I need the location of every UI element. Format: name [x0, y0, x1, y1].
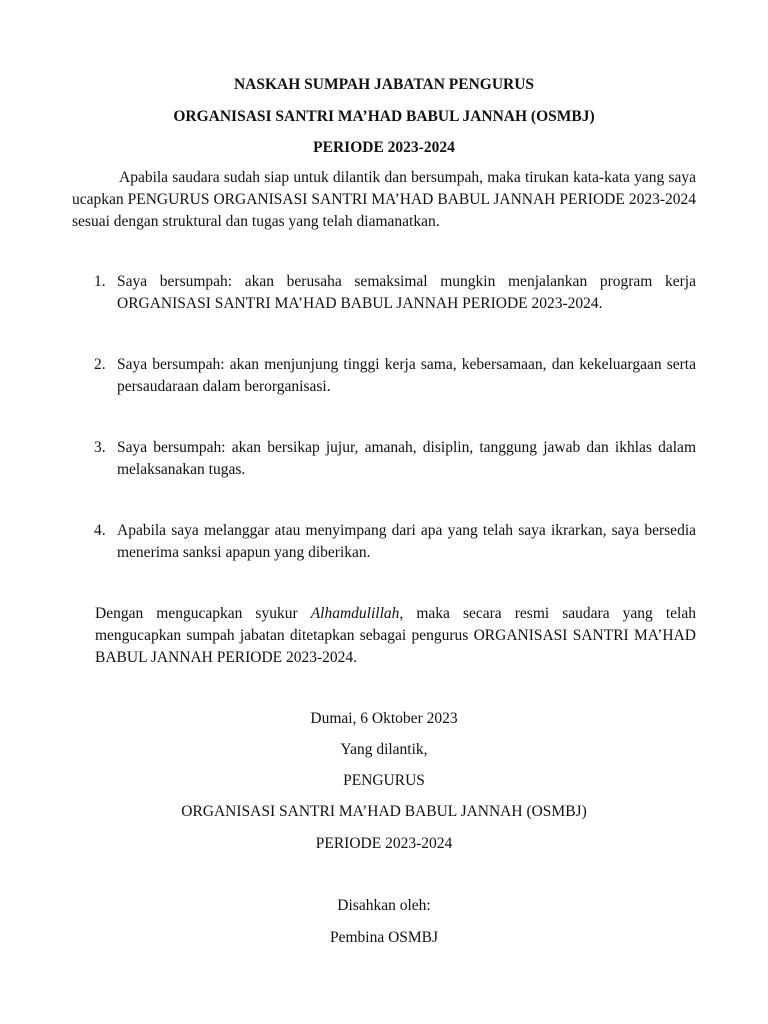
organization-title: ORGANISASI SANTRI MA’HAD BABUL JANNAH (OSMBJ) [173, 108, 595, 125]
place-date: Dumai, 6 Oktober 2023 [310, 710, 458, 727]
oath-number: 4. [94, 522, 106, 539]
oath-number: 1. [94, 273, 106, 290]
document-title: NASKAH SUMPAH JABATAN PENGURUS [233, 76, 535, 93]
closing-text-before: Dengan mengucapkan syukur [95, 605, 311, 622]
oath-item-2 [72, 354, 696, 398]
closing-emphasis: Alhamdulillah [310, 605, 400, 622]
inducted-label: Yang dilantik, [340, 741, 428, 758]
closing-paragraph [95, 603, 696, 669]
intro-paragraph: Apabila saudara sudah siap untuk dilantik dan bersumpah, maka tirukan kata-kata yang saya ucapkan PENGURUS ORGANISASI SANTRI MA’HAD BABUL JANNAH PERIODE 2023-2024 sesuai dengan struktural dan tugas yang telah diamanatkan. [72, 169, 696, 230]
signatory-body-line-2: ORGANISASI SANTRI MA’HAD BABUL JANNAH (OSMBJ) [181, 803, 587, 820]
oath-number: 2. [94, 356, 106, 373]
ratified-label: Disahkan oleh: [337, 897, 431, 914]
oath-text: Saya bersumpah: akan bersikap jujur, amanah, disiplin, tanggung jawab dan ikhlas dalam melaksanakan tugas. [117, 439, 696, 478]
signatory-body-line-1: PENGURUS [343, 772, 425, 789]
closing-text-after: , maka secara resmi saudara yang telah mengucapkan sumpah jabatan ditetapkan sebagai pengurus ORGANISASI SANTRI MA’HAD BABUL JANNAH PERIODE 2023-2024. [95, 605, 696, 666]
oath-item-4 [72, 520, 696, 564]
ratified-by: Pembina OSMBJ [329, 929, 439, 946]
oath-text: Saya bersumpah: akan menjunjung tinggi kerja sama, kebersamaan, dan kekeluargaan serta persaudaraan dalam berorganisasi. [117, 356, 696, 395]
period-title: PERIODE 2023-2024 [313, 139, 455, 156]
oath-number: 3. [94, 439, 106, 456]
oath-item-3 [72, 437, 696, 481]
oath-text: Apabila saya melanggar atau menyimpang dari apa yang telah saya ikrarkan, saya bersedia menerima sanksi apapun yang diberikan. [117, 522, 696, 561]
oath-text: Saya bersumpah: akan berusaha semaksimal mungkin menjalankan program kerja ORGANISASI SANTRI MA’HAD BABUL JANNAH PERIODE 2023-2024. [117, 273, 696, 312]
oath-item-1 [72, 271, 696, 315]
signatory-body-line-3: PERIODE 2023-2024 [315, 835, 453, 852]
